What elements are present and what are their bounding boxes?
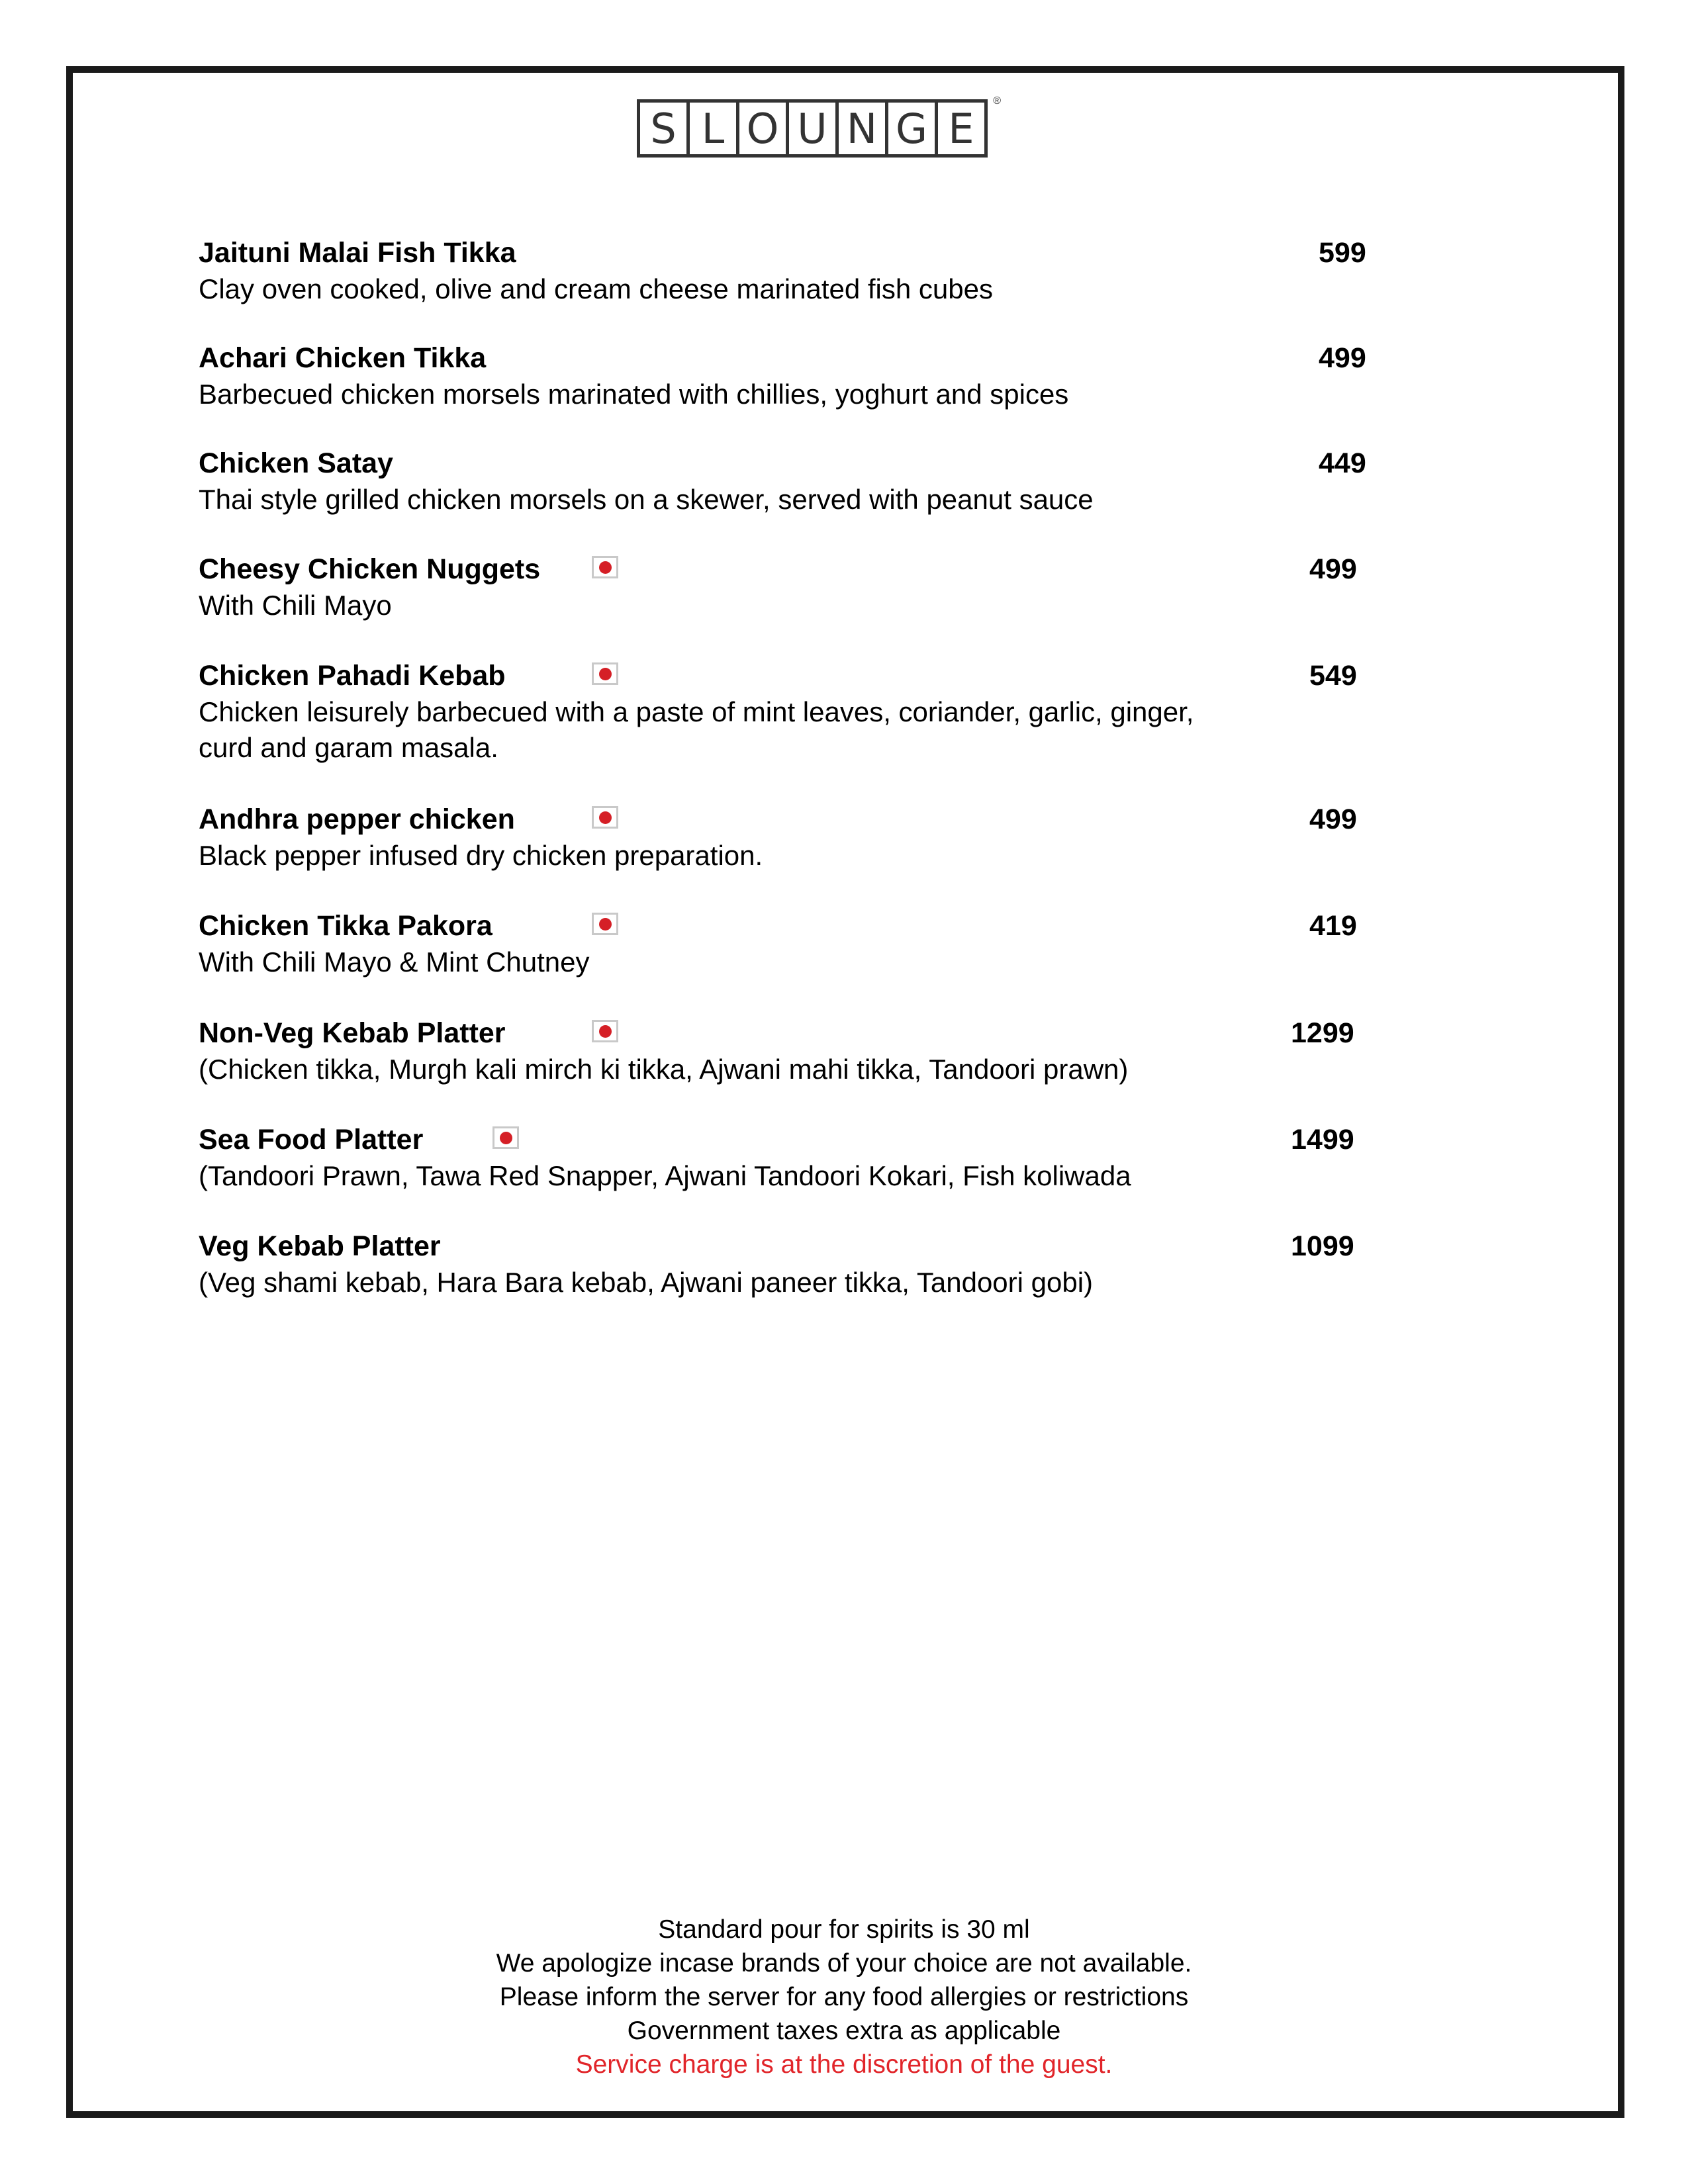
- footer-line: We apologize incase brands of your choice are not available.: [496, 1949, 1192, 1978]
- logo-letter: L: [690, 99, 739, 158]
- item-price: 1499: [1291, 1124, 1354, 1156]
- menu-item: [199, 551, 1377, 623]
- item-description: Chicken leisurely barbecued with a paste of mint leaves, coriander, garlic, ginger, curd and garam masala.: [199, 696, 1194, 763]
- logo-letter: S: [637, 99, 690, 158]
- footer-line: Please inform the server for any food allergies or restrictions: [499, 1983, 1189, 2011]
- item-description: (Chicken tikka, Murgh kali mirch ki tikka, Ajwani mahi tikka, Tandoori prawn): [199, 1054, 1129, 1085]
- item-name: Chicken Pahadi Kebab: [199, 660, 506, 692]
- non-veg-mark-icon: [592, 556, 618, 578]
- item-price: 499: [1309, 803, 1357, 835]
- footer-line: Government taxes extra as applicable: [627, 2017, 1061, 2045]
- item-name: Andhra pepper chicken: [199, 803, 515, 835]
- menu-item: [199, 1015, 1377, 1087]
- logo-letter: U: [789, 99, 839, 158]
- item-name: Chicken Tikka Pakora: [199, 910, 492, 942]
- item-price: 1099: [1291, 1230, 1354, 1262]
- logo-letter: G: [888, 99, 938, 158]
- item-name: Cheesy Chicken Nuggets: [199, 553, 541, 585]
- item-price: 449: [1319, 447, 1366, 479]
- item-description: With Chili Mayo: [199, 590, 392, 621]
- non-veg-mark-icon: [592, 913, 618, 935]
- non-veg-mark-icon: [492, 1126, 519, 1149]
- menu-item: [199, 1228, 1377, 1300]
- slounge-logo: [637, 95, 1001, 161]
- item-name: Veg Kebab Platter: [199, 1230, 441, 1262]
- menu-item: [199, 657, 1377, 766]
- item-price: 419: [1309, 910, 1357, 942]
- item-description: Barbecued chicken morsels marinated with chillies, yoghurt and spices: [199, 379, 1069, 410]
- item-description: (Tandoori Prawn, Tawa Red Snapper, Ajwani Tandoori Kokari, Fish koliwada: [199, 1160, 1131, 1191]
- item-description: Thai style grilled chicken morsels on a skewer, served with peanut sauce: [199, 484, 1094, 515]
- item-name: Non-Veg Kebab Platter: [199, 1017, 506, 1049]
- item-price: 499: [1319, 342, 1366, 374]
- non-veg-mark-icon: [592, 1020, 618, 1042]
- menu-item: [199, 907, 1377, 980]
- service-charge-note: Service charge is at the discretion of the guest.: [575, 2050, 1113, 2079]
- item-name: Sea Food Platter: [199, 1124, 424, 1156]
- item-description: (Veg shami kebab, Hara Bara kebab, Ajwani paneer tikka, Tandoori gobi): [199, 1267, 1094, 1298]
- logo-letter: N: [839, 99, 888, 158]
- logo-letter: O: [739, 99, 789, 158]
- item-name: Jaituni Malai Fish Tikka: [199, 237, 516, 269]
- menu-item: [199, 340, 1377, 412]
- item-description: Black pepper infused dry chicken preparation.: [199, 840, 763, 871]
- item-description: Clay oven cooked, olive and cream cheese marinated fish cubes: [199, 273, 993, 304]
- item-price: 549: [1309, 660, 1357, 692]
- non-veg-mark-icon: [592, 806, 618, 829]
- item-description: With Chili Mayo & Mint Chutney: [199, 946, 590, 978]
- footer-line: Standard pour for spirits is 30 ml: [658, 1915, 1030, 1944]
- menu-item: [199, 1121, 1377, 1194]
- non-veg-mark-icon: [592, 662, 618, 685]
- item-name: Chicken Satay: [199, 447, 393, 479]
- item-price: 599: [1319, 237, 1366, 269]
- menu-item: [199, 445, 1377, 518]
- item-price: 499: [1309, 553, 1357, 585]
- menu-footer: [0, 1913, 1688, 2081]
- menu-item: [199, 801, 1377, 874]
- registered-mark: ®: [993, 95, 1001, 107]
- item-price: 1299: [1291, 1017, 1354, 1049]
- menu-item: [199, 234, 1377, 307]
- logo-letter: E: [938, 99, 988, 158]
- item-name: Achari Chicken Tikka: [199, 342, 487, 374]
